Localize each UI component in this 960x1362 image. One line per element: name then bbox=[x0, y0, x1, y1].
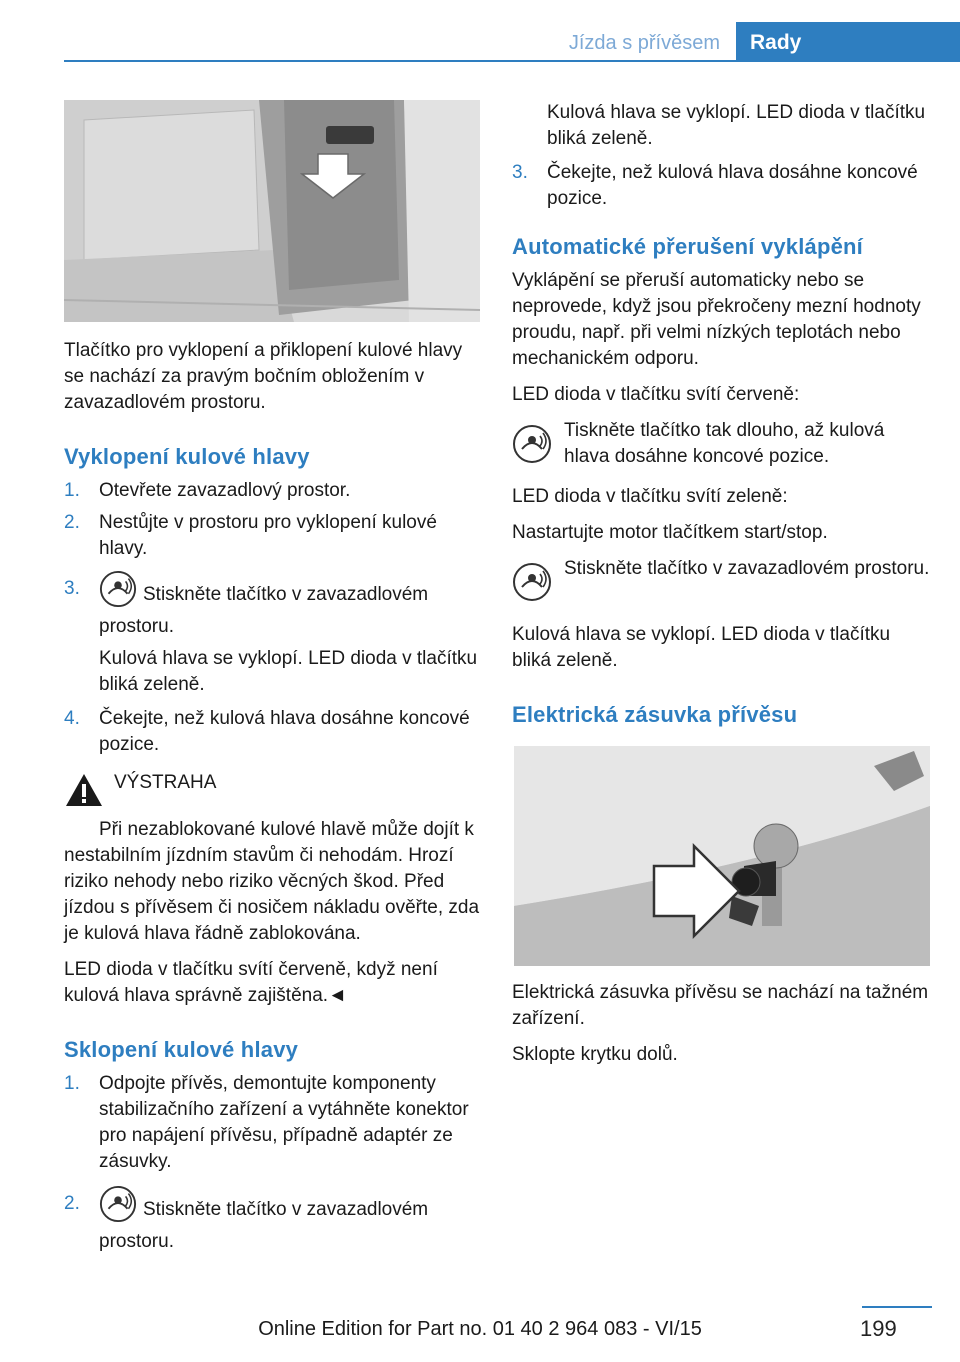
step-text: Čekejte, než kulová hlava dosáhne koncové pozice. bbox=[547, 162, 918, 209]
hold-button-text: Tiskněte tlačítko tak dlouho, až kulová hlava dosáhne koncové pozice. bbox=[564, 420, 885, 467]
footer-rule bbox=[862, 1306, 932, 1308]
header-chapter-tab[interactable]: Rady bbox=[736, 22, 960, 62]
warning-block bbox=[64, 770, 480, 813]
fold-step-2 bbox=[64, 1191, 480, 1255]
trunk-photo bbox=[64, 100, 480, 322]
fold-step-1 bbox=[64, 1071, 480, 1175]
cover-instruction: Sklopte krytku dolů. bbox=[512, 1044, 678, 1065]
unfold-step-3-right bbox=[512, 160, 932, 212]
button-icon bbox=[512, 424, 552, 464]
warning-icon bbox=[64, 772, 104, 808]
press-button-row bbox=[512, 556, 932, 610]
step-number: 1. bbox=[64, 1073, 80, 1094]
step-number: 1. bbox=[64, 480, 80, 501]
continued-note: Kulová hlava se vyklopí. LED dioda v tlačítku bliká zeleně. bbox=[547, 102, 926, 149]
photo-caption: Tlačítko pro vyklopení a přiklopení kulové hlavy se nachází za pravým bočním obložením v zavazadlovém prostoru. bbox=[64, 340, 463, 413]
step-text: Čekejte, než kulová hlava dosáhne koncové pozice. bbox=[99, 708, 470, 755]
socket-photo bbox=[512, 746, 932, 966]
heading-fold: Sklopení kulové hlavy bbox=[64, 1037, 299, 1062]
step-text: Stiskněte tlačítko v zavazadlovém prostoru. bbox=[99, 1199, 429, 1252]
button-icon bbox=[99, 1185, 137, 1223]
led-green-label: LED dioda v tlačítku svítí zeleně: bbox=[512, 486, 788, 507]
hold-button-row bbox=[512, 418, 932, 472]
heading-auto-stop: Automatické přerušení vyklápění bbox=[512, 234, 863, 259]
led-red-label: LED dioda v tlačítku svítí červeně: bbox=[512, 384, 800, 405]
header-rule bbox=[64, 60, 960, 62]
button-icon bbox=[512, 562, 552, 602]
unfold-step-2 bbox=[64, 510, 480, 562]
warning-text: Při nezablokované kulové hlavě může dojít k nestabilním jízdním stavům či nehodám. Hrozí riziko nehody nebo riziko věcných škod. Před jízdou s přívěsem či nosičem nákladu ověřte, zda je kulová hlava řádně zablokována. bbox=[64, 819, 480, 944]
step-text: Stiskněte tlačítko v zavazadlovém prostoru. bbox=[99, 584, 429, 637]
warning-title: VÝSTRAHA bbox=[114, 772, 217, 793]
header-section-title: Jízda s přívěsem bbox=[568, 32, 720, 54]
step3-note: Kulová hlava se vyklopí. LED dioda v tlačítku bliká zeleně. bbox=[99, 648, 478, 695]
step-number: 2. bbox=[64, 1193, 80, 1214]
step-number: 3. bbox=[64, 578, 80, 599]
start-engine-text: Nastartujte motor tlačítkem start/stop. bbox=[512, 522, 828, 543]
step-number: 4. bbox=[64, 708, 80, 729]
heading-socket: Elektrická zásuvka přívěsu bbox=[512, 702, 798, 727]
led-red-note: LED dioda v tlačítku svítí červeně, když není kulová hlava správně zajištěna.◄ bbox=[64, 959, 438, 1006]
press-button-text: Stiskněte tlačítko v zavazadlovém prostoru. bbox=[564, 558, 930, 579]
auto-stop-text: Vyklápění se přeruší automaticky nebo se neprovede, když jsou překročeny mezní hodnoty proudu, např. při velmi nízkých teplotách nebo mechanickém odporu. bbox=[512, 270, 921, 369]
socket-caption: Elektrická zásuvka přívěsu se nachází na tažném zařízení. bbox=[512, 982, 929, 1029]
step-text: Nestůjte v prostoru pro vyklopení kulové hlavy. bbox=[99, 512, 437, 559]
heading-unfold: Vyklopení kulové hlavy bbox=[64, 444, 310, 469]
button-icon bbox=[99, 570, 137, 608]
unfold-step-3 bbox=[64, 576, 480, 640]
right-column bbox=[512, 100, 932, 1078]
unfold-step-1 bbox=[64, 478, 480, 504]
footer-edition: Online Edition for Part no. 01 40 2 964 083 - VI/15 bbox=[258, 1318, 702, 1340]
step-text: Otevřete zavazadlový prostor. bbox=[99, 480, 351, 501]
step-text: Odpojte přívěs, demontujte komponenty stabilizačního zařízení a vytáhněte konektor pro napájení přívěsu, případně adaptér ze zásuvky. bbox=[99, 1073, 469, 1172]
left-column bbox=[64, 100, 480, 1261]
result-text: Kulová hlava se vyklopí. LED dioda v tlačítku bliká zeleně. bbox=[512, 624, 891, 671]
step-number: 2. bbox=[64, 512, 80, 533]
page-number: 199 bbox=[860, 1316, 897, 1341]
unfold-step-4 bbox=[64, 706, 480, 758]
step-number: 3. bbox=[512, 162, 528, 183]
